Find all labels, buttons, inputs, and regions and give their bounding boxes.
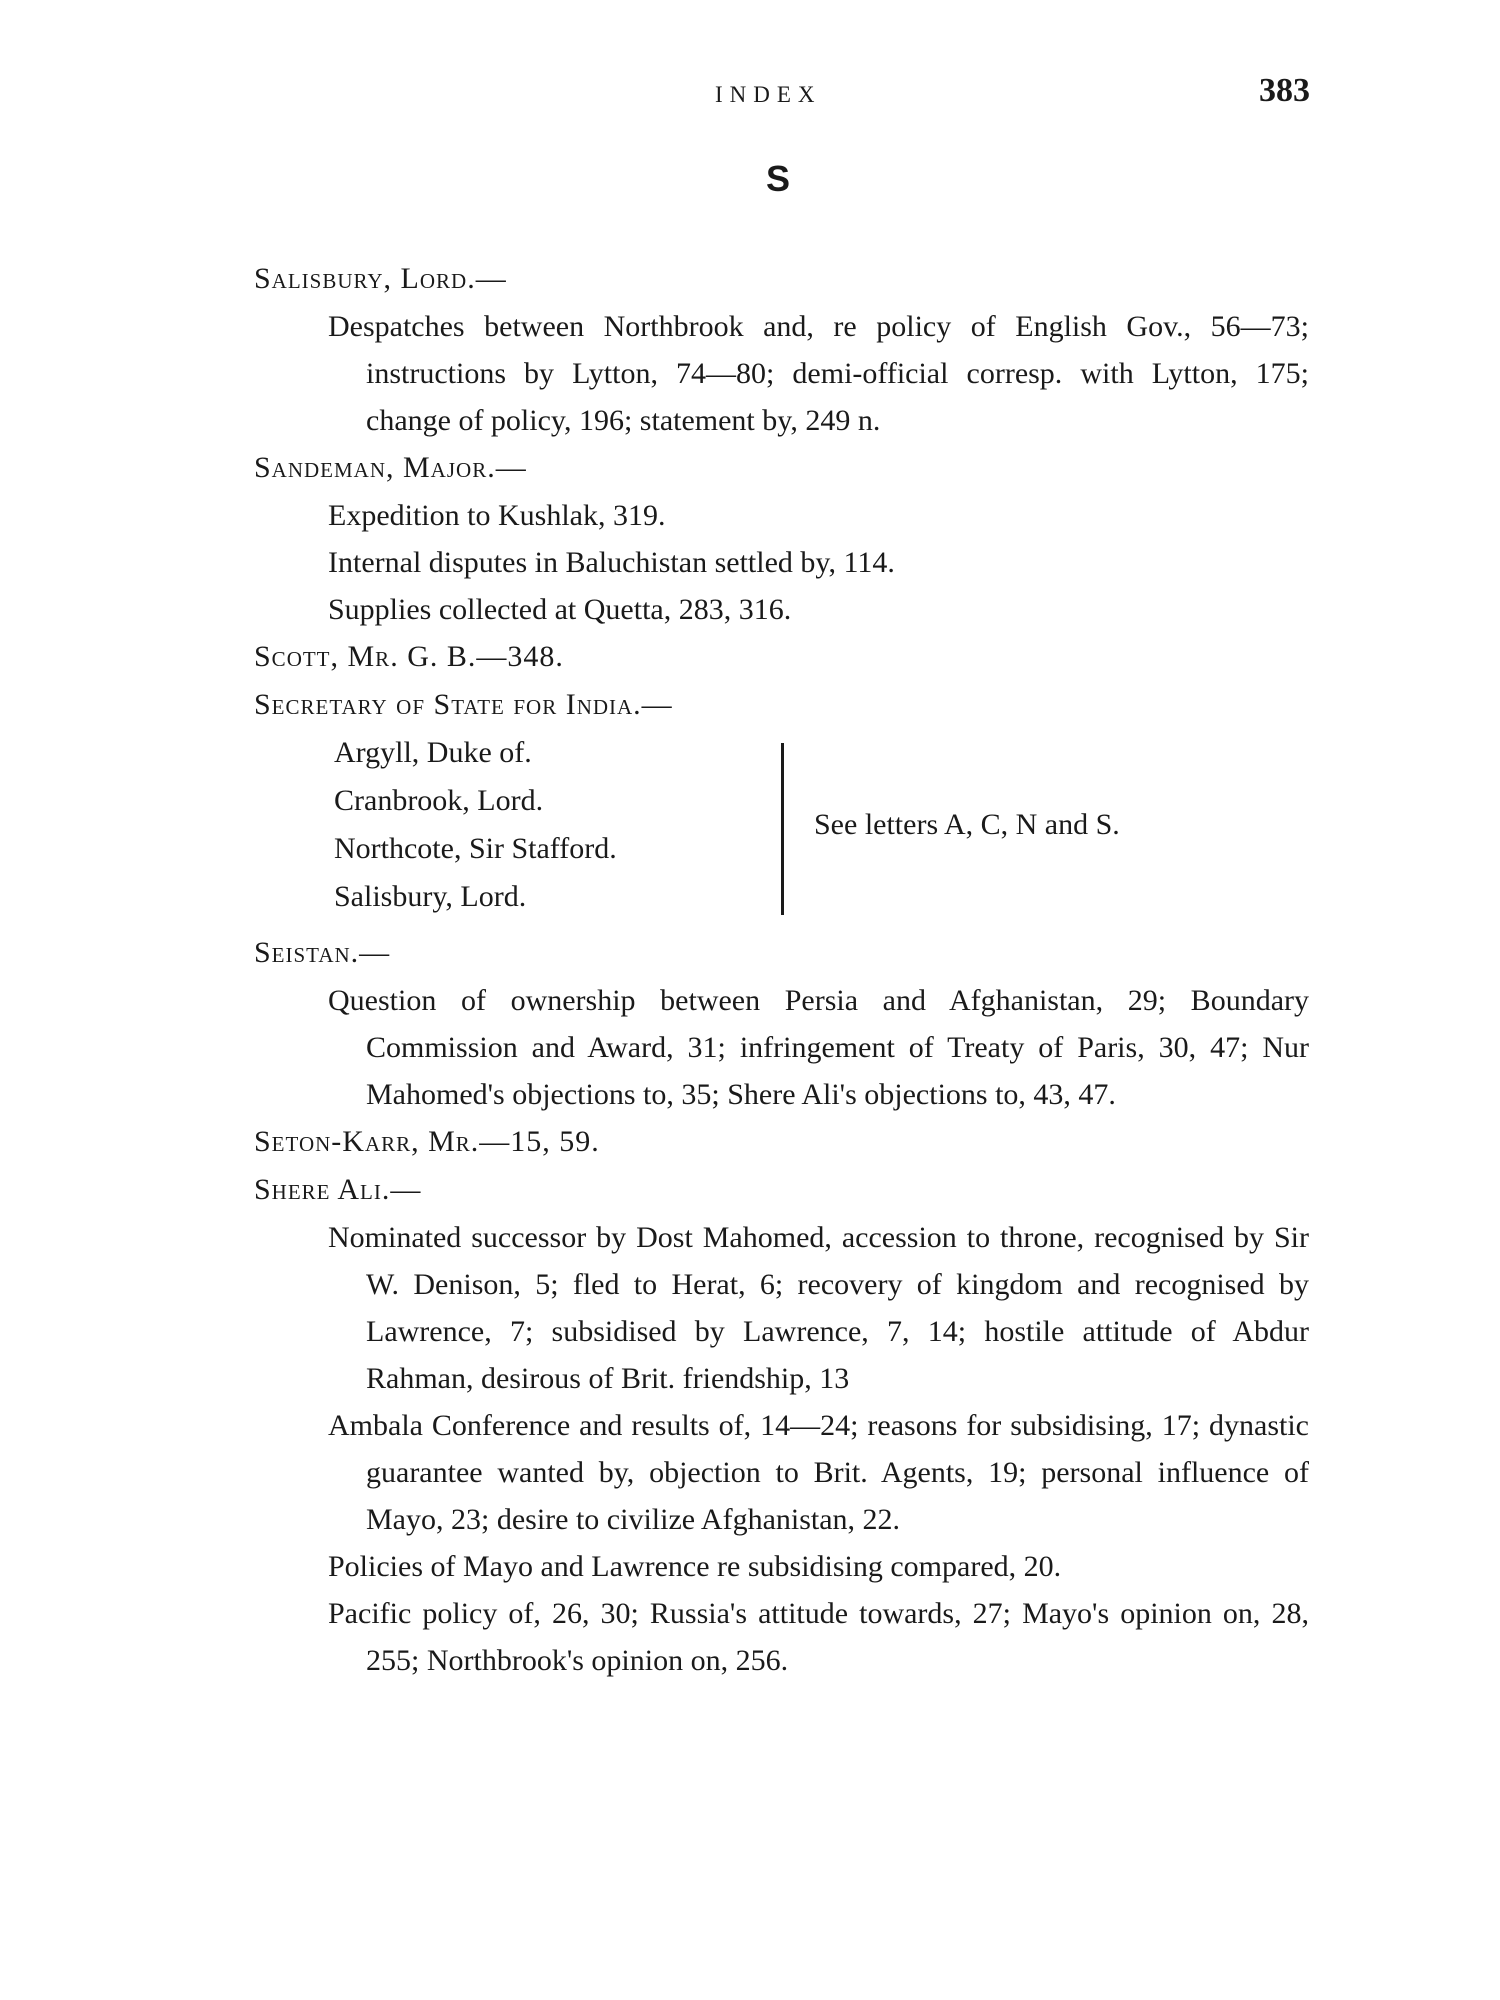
page-number: 383 (1259, 72, 1310, 109)
entry-subentry: Expedition to Kushlak, 319. (328, 499, 666, 532)
index-entry-salisbury (254, 255, 1309, 444)
bracket-group (254, 729, 1309, 929)
bracket-name: Northcote, Sir Stafford. (334, 832, 617, 865)
index-entries (254, 255, 1309, 1684)
index-entry-secretary-of-state (254, 681, 1309, 929)
brace-line (765, 743, 784, 915)
index-entry-scott (254, 633, 1309, 681)
running-head-title: INDEX (715, 82, 822, 107)
entry-heading: Salisbury, Lord.— (254, 262, 507, 295)
section-letter: S (765, 158, 790, 199)
bracket-name: Salisbury, Lord. (334, 880, 527, 913)
entry-heading: Secretary of State for India.— (254, 688, 673, 721)
entry-subentry: Ambala Conference and results of, 14—24; reasons for subsidising, 17; dynastic guarantee wanted by, objection to Brit. Agents, 19; personal influence of Mayo, 23; desire to civilize Afghanistan, 22. (328, 1409, 1309, 1536)
index-entry-seton-karr (254, 1118, 1309, 1166)
entry-subentry: Question of ownership between Persia and Afghanistan, 29; Boundary Commission and Award, 31; infringement of Treaty of Paris, 30, 47; Nur Mahomed's objections to, 35; Shere Ali's objections to, 43, 47. (328, 984, 1309, 1111)
index-entry-shere-ali (254, 1166, 1309, 1684)
entry-subentry: Despatches between Northbrook and, re policy of English Gov., 56—73; instructions by Lytton, 74—80; demi-official corresp. with Lytton, 175; change of policy, 196; statement by, 249 n. (328, 310, 1309, 437)
entry-heading: Scott, Mr. G. B.—348. (254, 640, 564, 673)
bracket-name: Cranbrook, Lord. (334, 784, 544, 817)
entry-heading: Seton-Karr, Mr.—15, 59. (254, 1125, 600, 1158)
bracket-name: Argyll, Duke of. (334, 736, 532, 769)
entry-subentry: Internal disputes in Baluchistan settled by, 114. (328, 546, 895, 579)
entry-heading: Sandeman, Major.— (254, 451, 527, 484)
entry-heading: Shere Ali.— (254, 1173, 422, 1206)
index-entry-seistan (254, 929, 1309, 1118)
entry-subentry: Pacific policy of, 26, 30; Russia's attitude towards, 27; Mayo's opinion on, 28, 255; Northbrook's opinion on, 256. (328, 1597, 1309, 1677)
entry-heading: Seistan.— (254, 936, 391, 969)
entry-subentry: Policies of Mayo and Lawrence re subsidising compared, 20. (328, 1550, 1062, 1583)
bracket-cross-reference: See letters A, C, N and S. (814, 808, 1120, 841)
entry-subentry: Nominated successor by Dost Mahomed, accession to throne, recognised by Sir W. Denison, 5; fled to Herat, 6; recovery of kingdom and recognised by Lawrence, 7; subsidised by Lawrence, 7, 14; hostile attitude of Abdur Rahman, desirous of Brit. friendship, 13 (328, 1221, 1309, 1395)
bracket-name-list (334, 729, 617, 921)
running-head (0, 72, 1500, 122)
index-entry-sandeman (254, 444, 1309, 633)
entry-subentry: Supplies collected at Quetta, 283, 316. (328, 593, 792, 626)
